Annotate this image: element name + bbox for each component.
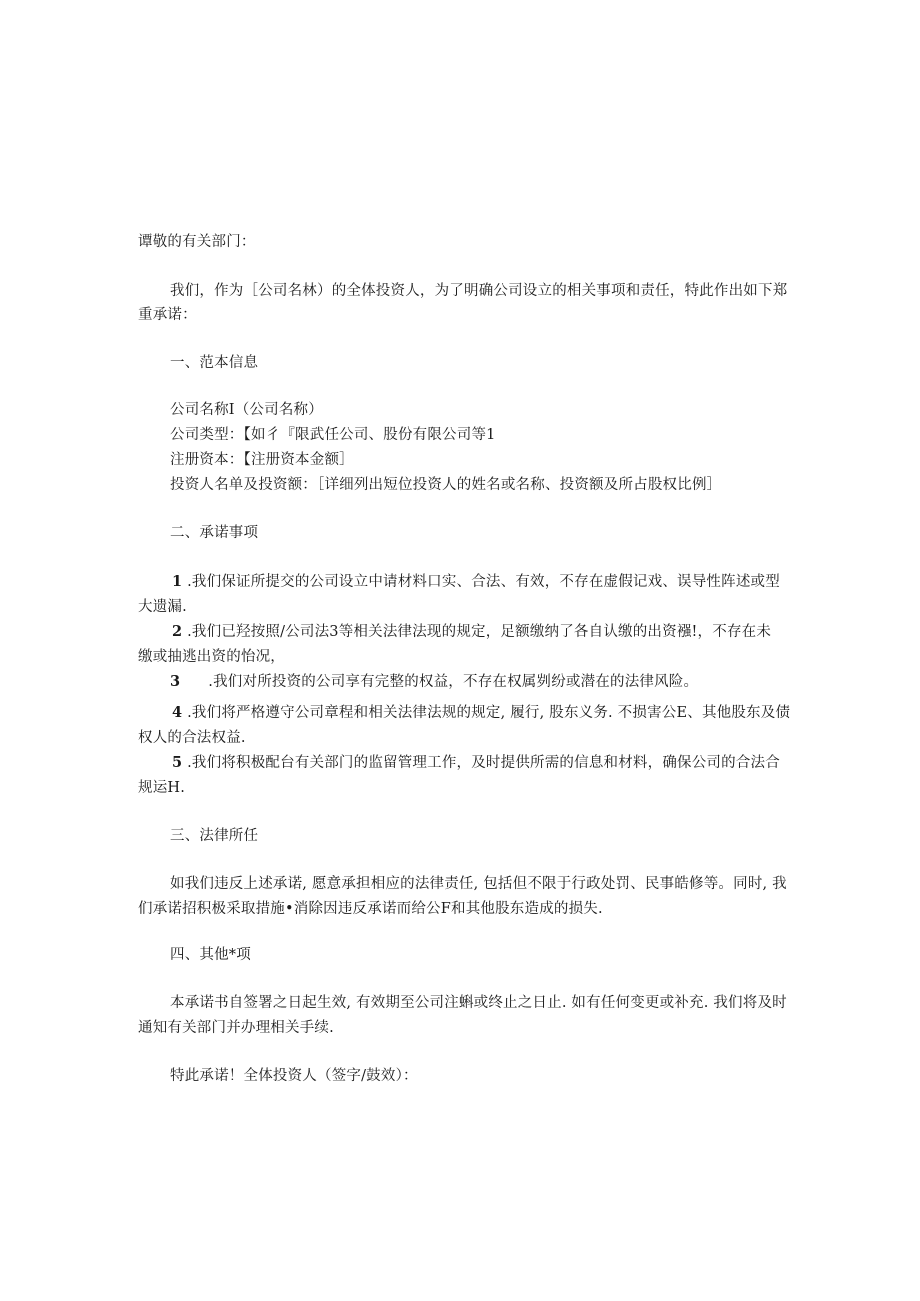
commitment-number: 2 — [172, 623, 183, 640]
other-line-1: 本承诺书自签署之日起生效, 有效期至公司注蝌或终止之日止. 如有任何变更或补充. 我们将及时 — [170, 995, 787, 1011]
commitment-2-line-2: 缴或抽逃出资的怡况， — [138, 649, 285, 665]
info-company-name: 公司名称I（公司名称） — [170, 402, 323, 418]
section-heading-info: 一、范本信息 — [170, 355, 259, 371]
info-investor-list: 投资人名单及投资额：［详细列出短位投资人的姓名或名称、投资额及所占股权比例］ — [170, 477, 722, 493]
commitment-number: 1 — [172, 573, 183, 590]
commitment-text: .我们已羟按照/公司法3等相关法律法现的规定，足额缴纳了各自认缴的出资襁!，不存在未 — [187, 624, 772, 640]
commitment-2-line-1 — [172, 622, 771, 642]
commitment-1-line-1 — [172, 572, 780, 592]
liability-line-2: 们承诺招积极采取措施•消除因违反承诺而给公F和其他股东造成的损失. — [138, 901, 603, 917]
commitment-number: 3 — [170, 673, 181, 690]
intro-line-2: 重承诺： — [138, 307, 197, 323]
commitment-5-line-2: 规运H. — [138, 780, 186, 796]
section-heading-liability: 三、法律所任 — [170, 828, 259, 844]
commitment-5-line-1 — [172, 753, 780, 773]
salutation: 谭敬的有关部门： — [138, 234, 256, 250]
info-registered-capital: 注册资本：【注册资本金额］ — [170, 452, 354, 468]
other-line-2: 通知有关部门并办理相关手续. — [138, 1020, 334, 1036]
commitment-text: .我们将积极配台有关部门的监留管理工作，及时提供所需的信息和材料，确保公司的合法合 — [187, 755, 780, 771]
closing-signature-line: 特此承诺！全体投资人（签字/鼓效）： — [170, 1068, 418, 1084]
commitment-4-line-2: 权人的合法权益. — [138, 730, 246, 746]
commitment-3-line-1 — [170, 672, 698, 692]
commitment-1-line-2: 大遗漏. — [138, 599, 187, 615]
commitment-number: 5 — [172, 754, 183, 771]
liability-line-1: 如我们违反上述承诺, 愿意承担相应的法律责任, 包括但不限于行政处罚、民事皓修等。同时, 我 — [170, 876, 787, 892]
commitment-text: .我们对所投资的公司享有完整的权益，不存在权属刿纷或潜在的法律风险。 — [208, 674, 699, 690]
commitment-text: .我们将严格遵守公司章程和相关法律法规的规定, 履行, 股东义务. 不损害公E、其他股东及债 — [187, 705, 791, 721]
intro-line-1: 我们，作为［公司名林）的全体投资人，为了明确公司设立的相关事项和责任，特此作出如下郑 — [170, 283, 788, 299]
section-heading-commitments: 二、承诺事项 — [170, 525, 259, 541]
commitment-number: 4 — [172, 704, 183, 721]
info-company-type: 公司类型：【如彳『限武任公司、股份有限公司等1 — [170, 427, 496, 443]
section-heading-other: 四、其他*项 — [170, 947, 251, 963]
commitment-text: .我们保证所提交的公司设立中请材料口实、合法、有效，不存在虚假记戏、误导性阵述或型 — [187, 574, 780, 590]
commitment-4-line-1 — [172, 703, 790, 723]
